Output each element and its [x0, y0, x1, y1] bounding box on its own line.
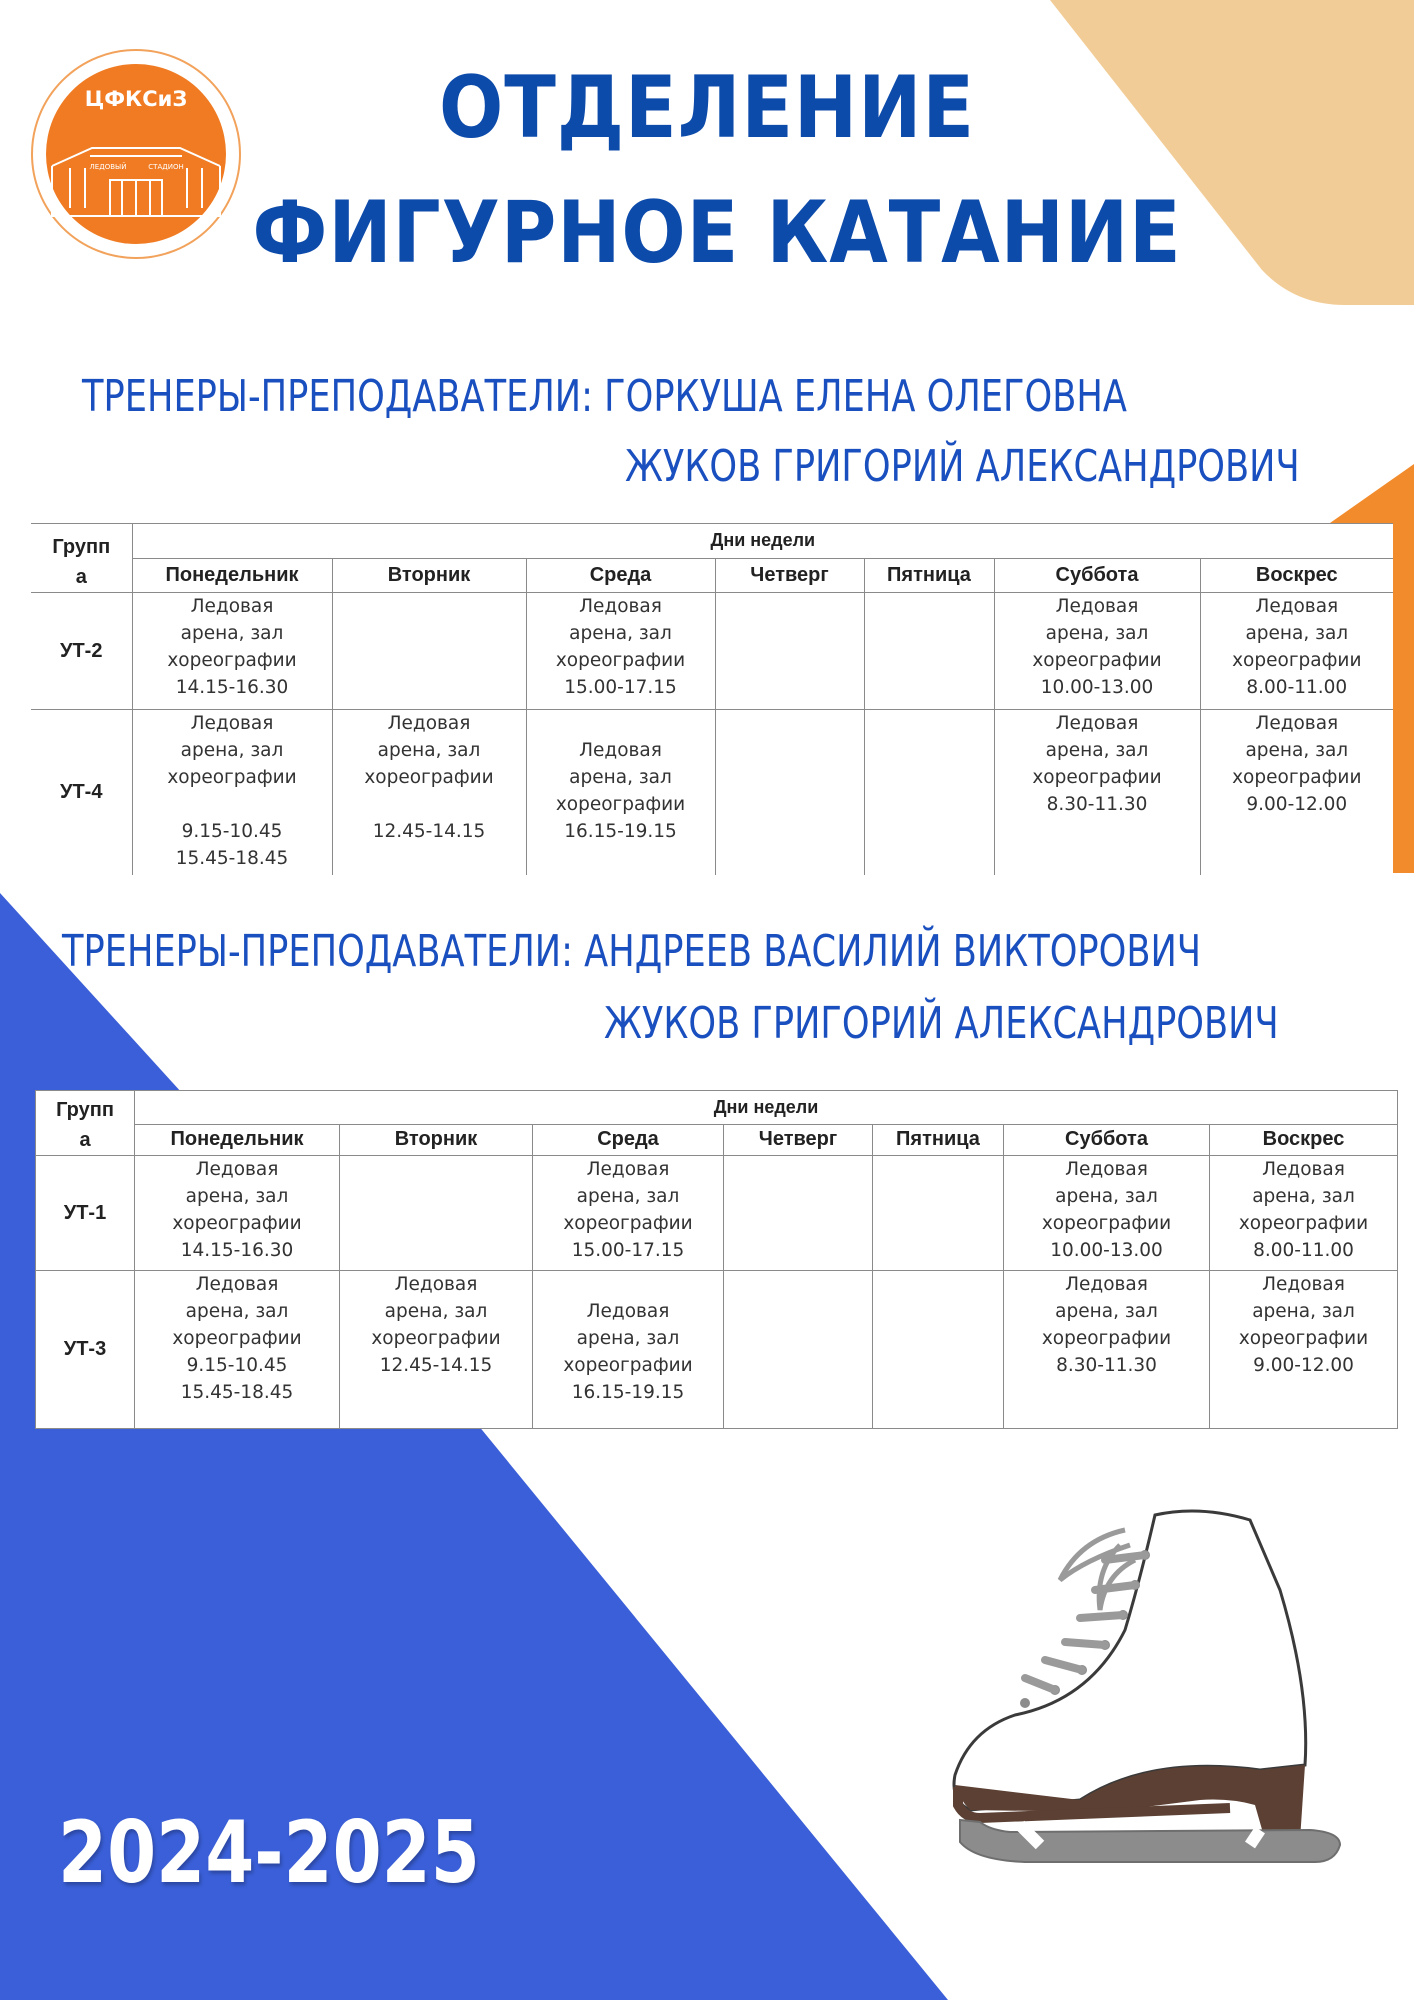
coaches-label-1: ТРЕНЕРЫ-ПРЕПОДАВАТЕЛИ: ГОРКУША ЕЛЕНА ОЛЕГОВНА	[82, 371, 1127, 422]
group-header: Групп а	[36, 1091, 135, 1156]
schedule-line: арена, зал	[1045, 623, 1149, 644]
schedule-line: арена, зал	[180, 623, 284, 644]
schedule-line: Ледовая	[579, 740, 662, 761]
schedule-line: Ледовая	[586, 1301, 670, 1322]
schedule-line: 8.30-11.30	[1046, 794, 1148, 815]
schedule-cell	[1210, 1156, 1398, 1271]
logo-sign-right: СТАДИОН	[148, 163, 184, 171]
schedule-cell	[135, 1271, 340, 1429]
schedule-line: Ледовая	[1255, 713, 1339, 734]
schedule-line: арена, зал	[576, 1186, 680, 1207]
schedule-cell	[724, 1271, 873, 1429]
day-monday: Понедельник	[135, 1124, 340, 1155]
schedule-line	[533, 1271, 723, 1298]
day-tuesday: Вторник	[340, 1124, 533, 1155]
logo-sign-left: ЛЕДОВЫЙ	[89, 163, 127, 171]
table-row	[31, 593, 1393, 710]
table-row	[36, 1271, 1398, 1429]
day-friday: Пятница	[873, 1124, 1004, 1155]
schedule-cell	[1200, 710, 1393, 875]
schedule-line: арена, зал	[377, 740, 481, 761]
schedule-cell	[1004, 1156, 1210, 1271]
season-years: 2024-2025	[58, 1803, 480, 1903]
schedule-line: 15.45-18.45	[180, 1382, 294, 1403]
schedule-line: хореографии	[167, 650, 297, 671]
schedule-cell	[132, 593, 332, 710]
schedule-line: 16.15-19.15	[564, 821, 677, 842]
coaches-label-2: ТРЕНЕРЫ-ПРЕПОДАВАТЕЛИ: АНДРЕЕВ ВАСИЛИЙ ВИКТОРОВИЧ	[62, 926, 1201, 977]
schedule-line: хореографии	[563, 1355, 693, 1376]
table-row	[36, 1156, 1398, 1271]
schedule-line: Ледовая	[394, 1274, 478, 1295]
day-wednesday: Среда	[533, 1124, 724, 1155]
schedule-cell	[340, 1156, 533, 1271]
schedule-line: 16.15-19.15	[571, 1382, 685, 1403]
schedule-line: арена, зал	[1055, 1301, 1158, 1322]
day-sunday: Воскрес	[1200, 558, 1393, 593]
schedule-line: хореографии	[172, 1328, 302, 1349]
schedule-line: арена, зал	[569, 623, 672, 644]
schedule-line: 9.15-10.45	[181, 821, 283, 842]
group-header: Групп а	[31, 524, 132, 593]
schedule-line: хореографии	[1041, 1328, 1172, 1349]
schedule-cell	[994, 710, 1200, 875]
schedule-cell	[332, 593, 526, 710]
day-thursday: Четверг	[715, 558, 864, 593]
day-thursday: Четверг	[724, 1124, 873, 1155]
schedule-line: Ледовая	[195, 1159, 279, 1180]
schedule-line: 14.15-16.30	[180, 1240, 294, 1261]
schedule-line: 12.45-14.15	[372, 821, 486, 842]
schedule-line: 8.30-11.30	[1056, 1355, 1157, 1376]
schedule-line: хореографии	[371, 1328, 501, 1349]
days-header: Дни недели	[132, 524, 1393, 559]
schedule-line: хореографии	[1232, 767, 1362, 788]
schedule-line	[527, 710, 715, 737]
title-line-1: ОТДЕЛЕНИЕ	[439, 58, 975, 158]
schedule-cell	[332, 710, 526, 875]
schedule-line	[133, 791, 332, 818]
schedule-line: Ледовая	[1055, 713, 1139, 734]
schedule-line: 12.45-14.15	[379, 1355, 493, 1376]
schedule-line: арена, зал	[1252, 1301, 1355, 1322]
day-saturday: Суббота	[1004, 1124, 1210, 1155]
schedule-line: Ледовая	[1055, 596, 1139, 617]
schedule-line: хореографии	[1032, 650, 1162, 671]
schedule-line: Ледовая	[190, 596, 274, 617]
schedule-line: 15.00-17.15	[564, 677, 677, 698]
schedule-line: 9.00-12.00	[1246, 794, 1348, 815]
schedule-cell	[1200, 593, 1393, 710]
group-label: УТ-4	[31, 710, 132, 875]
schedule-cell	[715, 593, 864, 710]
schedule-line: хореографии	[1041, 1213, 1172, 1234]
schedule-cell	[873, 1156, 1004, 1271]
schedule-line: 10.00-13.00	[1040, 677, 1154, 698]
schedule-line: арена, зал	[185, 1301, 289, 1322]
schedule-line: хореографии	[167, 767, 297, 788]
schedule-line: Ледовая	[190, 713, 274, 734]
schedule-line: арена, зал	[1045, 740, 1149, 761]
day-tuesday: Вторник	[332, 558, 526, 593]
schedule-line: хореографии	[563, 1213, 693, 1234]
schedule-line: хореографии	[364, 767, 494, 788]
schedule-cell	[994, 593, 1200, 710]
schedule-cell	[533, 1156, 724, 1271]
schedule-line: арена, зал	[1245, 623, 1349, 644]
schedule-line: Ледовая	[387, 713, 471, 734]
schedule-line: хореографии	[555, 650, 686, 671]
schedule-cell	[1210, 1271, 1398, 1429]
schedule-cell	[132, 710, 332, 875]
schedule-line: Ледовая	[1262, 1159, 1345, 1180]
schedule-cell	[715, 710, 864, 875]
schedule-line: Ледовая	[586, 1159, 670, 1180]
schedule-line: арена, зал	[180, 740, 284, 761]
schedule-line: 14.15-16.30	[175, 677, 289, 698]
schedule-cell	[873, 1271, 1004, 1429]
schedule-table-2	[35, 1090, 1398, 1429]
schedule-line: арена, зал	[384, 1301, 488, 1322]
schedule-line: 8.00-11.00	[1253, 1240, 1354, 1261]
schedule-cell	[864, 593, 994, 710]
schedule-line: арена, зал	[569, 767, 672, 788]
schedule-line: Ледовая	[195, 1274, 279, 1295]
schedule-line: 8.00-11.00	[1246, 677, 1348, 698]
schedule-line: Ледовая	[1065, 1159, 1148, 1180]
title-line-2: ФИГУРНОЕ КАТАНИЕ	[252, 183, 1182, 283]
blue-upper-triangle	[0, 893, 182, 1093]
days-header: Дни недели	[135, 1091, 1398, 1125]
schedule-cell	[526, 710, 715, 875]
schedule-line: 15.45-18.45	[175, 848, 289, 869]
schedule-cell	[724, 1156, 873, 1271]
schedule-line: арена, зал	[1055, 1186, 1158, 1207]
coach-second-2: ЖУКОВ ГРИГОРИЙ АЛЕКСАНДРОВИЧ	[604, 998, 1279, 1049]
schedule-line: Ледовая	[1262, 1274, 1345, 1295]
schedule-line: хореографии	[172, 1213, 302, 1234]
schedule-line: арена, зал	[1245, 740, 1349, 761]
schedule-line: Ледовая	[1255, 596, 1339, 617]
schedule-line: 10.00-13.00	[1050, 1240, 1163, 1261]
schedule-cell	[340, 1271, 533, 1429]
day-wednesday: Среда	[526, 558, 715, 593]
schedule-line: хореографии	[1032, 767, 1162, 788]
schedule-line: арена, зал	[185, 1186, 289, 1207]
schedule-line: 15.00-17.15	[571, 1240, 685, 1261]
schedule-line: арена, зал	[576, 1328, 680, 1349]
schedule-line: хореографии	[555, 794, 686, 815]
day-sunday: Воскрес	[1210, 1124, 1398, 1155]
schedule-cell	[1004, 1271, 1210, 1429]
group-label: УТ-3	[36, 1271, 135, 1429]
ice-skate-icon	[930, 1500, 1360, 1880]
schedule-line: хореографии	[1232, 650, 1362, 671]
schedule-line: хореографии	[1238, 1328, 1369, 1349]
group-label: УТ-1	[36, 1156, 135, 1271]
group-label: УТ-2	[31, 593, 132, 710]
schedule-line	[333, 791, 526, 818]
schedule-cell	[526, 593, 715, 710]
coach-second-1: ЖУКОВ ГРИГОРИЙ АЛЕКСАНДРОВИЧ	[625, 441, 1300, 492]
schedule-line: 9.00-12.00	[1253, 1355, 1354, 1376]
table-row	[31, 710, 1393, 875]
schedule-line: Ледовая	[1065, 1274, 1148, 1295]
day-friday: Пятница	[864, 558, 994, 593]
schedule-line: Ледовая	[579, 596, 662, 617]
logo-text: ЦФКСиЗ	[84, 87, 188, 111]
schedule-line: арена, зал	[1252, 1186, 1355, 1207]
schedule-cell	[533, 1271, 724, 1429]
day-monday: Понедельник	[132, 558, 332, 593]
schedule-table-1	[31, 523, 1393, 875]
day-saturday: Суббота	[994, 558, 1200, 593]
schedule-line: 9.15-10.45	[186, 1355, 288, 1376]
schedule-cell	[135, 1156, 340, 1271]
schedule-line: хореографии	[1238, 1213, 1369, 1234]
schedule-cell	[864, 710, 994, 875]
